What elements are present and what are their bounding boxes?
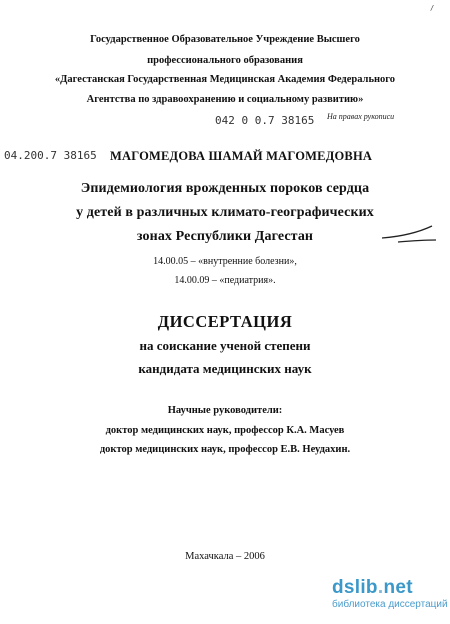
author-name: МАГОМЕДОВА ШАМАЙ МАГОМЕДОВНА: [110, 149, 373, 163]
specialty-1: 14.00.05 – «внутренние болезни»,: [153, 256, 297, 267]
title-line-1: Эпидемиология врожденных пороков сердца: [80, 181, 370, 196]
city-year: Махачкала – 2006: [185, 551, 265, 562]
archive-stamp-code: 04.200.7 38165: [4, 149, 97, 162]
watermark-logo-tld: net: [383, 577, 413, 598]
institution-line-4: Агентства по здравоохранению и социальному развитию»: [86, 94, 364, 105]
degree-line-2: кандидата медицинских наук: [138, 361, 312, 376]
handwritten-mark: [380, 218, 440, 248]
degree-line-1: на соискание ученой степени: [139, 338, 311, 353]
watermark-caption: библиотека диссертаций: [332, 599, 448, 610]
supervisors-heading: Научные руководители:: [167, 405, 283, 416]
watermark-logo-main: dslib: [332, 577, 378, 598]
watermark-logo-dot: .: [377, 577, 384, 598]
supervisor-2: доктор медицинских наук, профессор Е.В. Неудахин.: [99, 444, 351, 455]
watermark[interactable]: [332, 577, 448, 610]
supervisor-1: доктор медицинских наук, профессор К.А. Масуев: [105, 425, 345, 436]
specialty-2: 14.00.09 – «педиатрия».: [174, 275, 276, 286]
document-type: ДИССЕРТАЦИЯ: [157, 312, 293, 331]
corner-mark: /: [430, 4, 435, 12]
institution-line-1: Государственное Образовательное Учреждение Высшего: [90, 34, 360, 45]
institution-line-2: профессионального образования: [147, 55, 303, 66]
rights-note: На правах рукописи: [327, 112, 395, 121]
institution-line-3: «Дагестанская Государственная Медицинская Академия Федерального: [54, 74, 396, 85]
title-line-2: у детей в различных климато-географических: [76, 205, 374, 220]
title-line-3: зонах Республики Дагестан: [136, 229, 314, 244]
library-stamp-code: 042 0 0.7 38165: [215, 114, 315, 127]
watermark-logo: [332, 578, 444, 598]
